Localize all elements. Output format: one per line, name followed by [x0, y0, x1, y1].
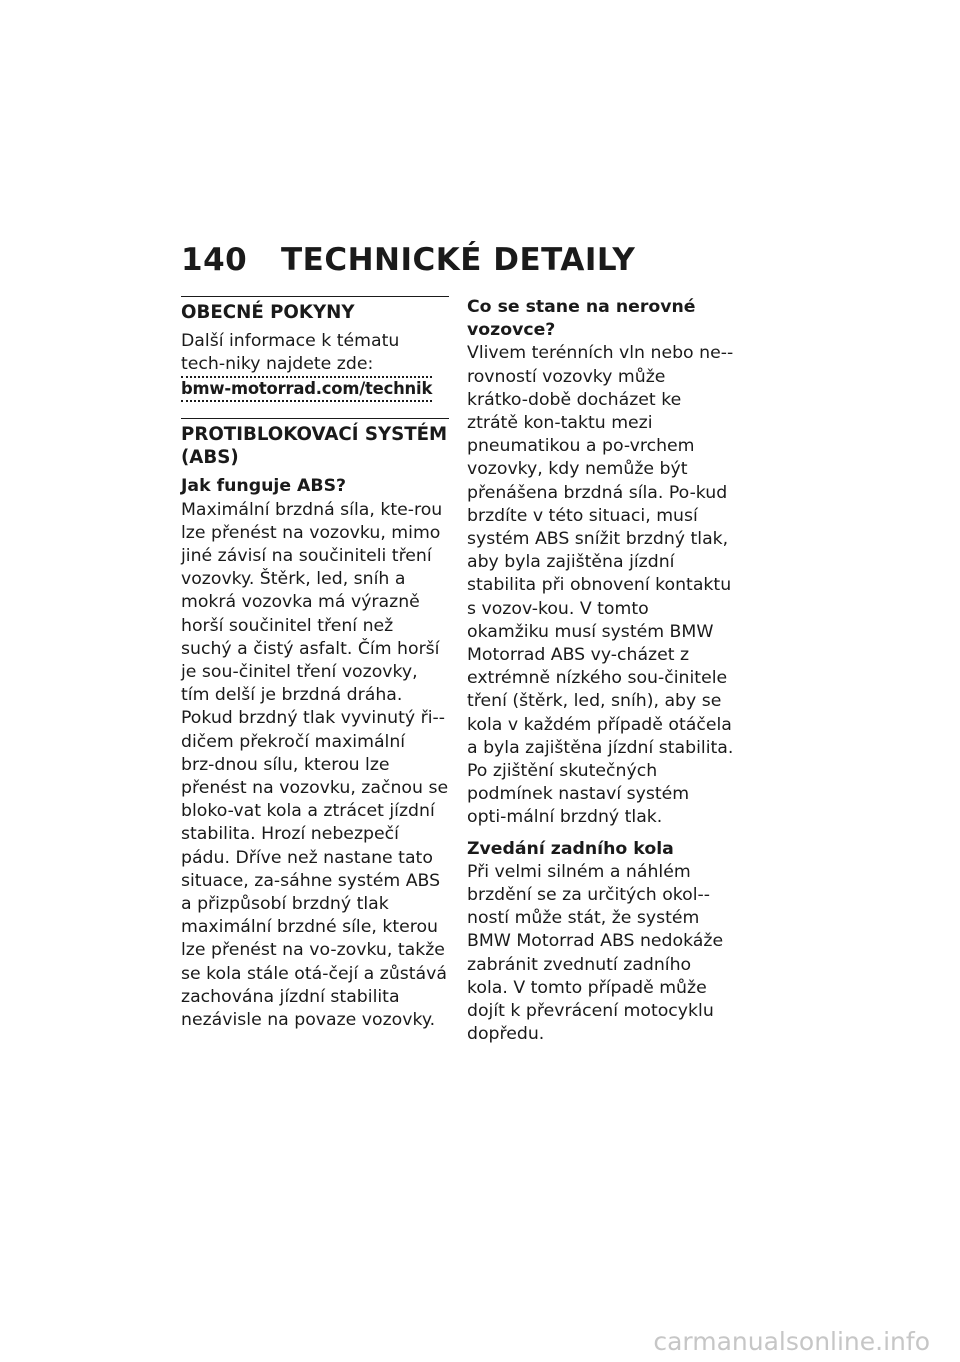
section-title-general: OBECNÉ POKYNY — [181, 302, 355, 323]
paragraph-brake-pressure: Pokud brzdný tlak vyvinutý ři-dičem překročí maximální brz-dnou sílu, kterou lze přenést na vozovku, začnou se bloko-vat kola a ztrácet jízdní stabilita. Hrozí nebezpečí pádu. Dříve než nastane tato situace, za-sáhne systém ABS a přizpůsobí brzdný tlak maximální brzdné síle, kterou lze přenést na vo-zovku, takže se kola stále otá-čejí a zůstává zachována jízdní stabilita nezávisle na povaze vozovky. — [181, 708, 449, 1031]
section-general — [181, 296, 449, 402]
heading-uneven-road: Co se stane na nerovné vozovce? — [467, 297, 696, 341]
section-title-abs: PROTIBLOKOVACÍ SYSTÉM (ABS) — [181, 424, 448, 469]
heading-how-abs-works: Jak funguje ABS? — [181, 476, 347, 497]
heading-rear-wheel-lift: Zvedání zadního kola — [467, 838, 674, 859]
watermark: carmanualsonline.info — [653, 1327, 930, 1356]
paragraph-rear-wheel-lift: Při velmi silném a náhlém brzdění se za určitých okol-ností může stát, že systém BMW Motorrad ABS nedokáže zabránit zvednutí zadního kola. V tomto případě může dojít k převrácení motocyklu dopředu. — [467, 861, 724, 1045]
left-column — [181, 296, 449, 1032]
section-abs — [181, 418, 449, 1032]
general-text: Další informace k tématu tech-niky najdete zde: — [181, 331, 400, 375]
page-title: TECHNICKÉ DETAILY — [281, 242, 636, 278]
right-column — [467, 296, 735, 1047]
technik-link[interactable]: bmw-motorrad.com/technik — [181, 376, 432, 402]
page-header — [181, 242, 635, 278]
paragraph-uneven-road: Vlivem terénních vln nebo ne-rovností vozovky může krátko-době docházet ke ztrátě kon-taktu mezi pneumatikou a po-vrchem vozovky, kdy nemůže být přenášena brzdná síla. Po-kud brzdíte v této situaci, musí systém ABS snížit brzdný tlak, aby byla zajištěna jízdní stabilita při obnovení kontaktu s vozov-kou. V tomto okamžiku musí systém BMW Motorrad ABS vy-cházet z extrémně nízkého sou-činitele tření (štěrk, led, sníh), aby se kola v každém případě otáčela a byla zajištěna jízdní stabilita. Po zjištění skutečných podmínek nastaví systém opti-mální brzdný tlak. — [467, 343, 734, 828]
page-number: 140 — [181, 242, 248, 278]
paragraph-friction: Maximální brzdná síla, kte-rou lze přenést na vozovku, mimo jiné závisí na součiniteli tření vozovky. Štěrk, led, sníh a mokrá vozovka má výrazně horší součinitel tření než suchý a čistý asfalt. Čím horší je sou-činitel tření vozovky, tím delší je brzdná dráha. — [181, 499, 443, 706]
